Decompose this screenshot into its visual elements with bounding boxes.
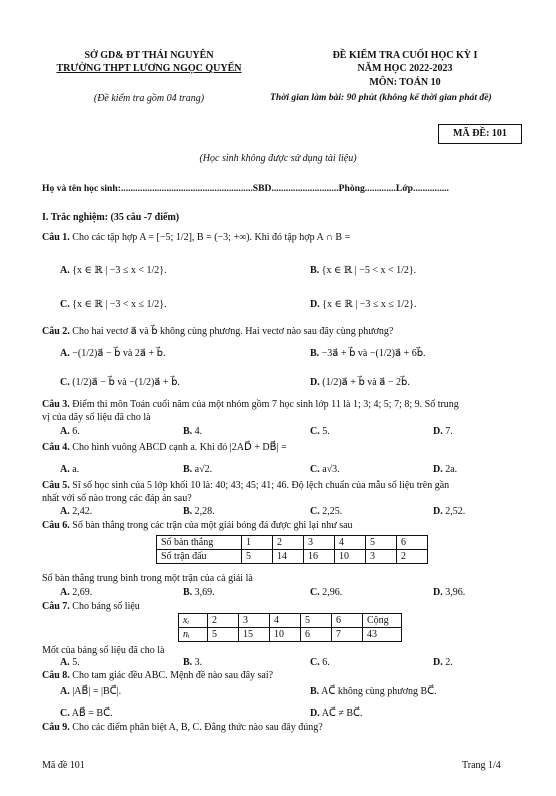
question-text: Số bàn thắng trong các trận của một giải bóng đá được ghi lại như sau xyxy=(72,520,353,531)
option-letter: A. xyxy=(60,506,70,517)
q3-option-a[interactable] xyxy=(60,426,80,438)
school-name: TRƯỜNG THPT LƯƠNG NGỌC QUYẾN xyxy=(56,63,242,74)
table-cell: 5 xyxy=(208,628,239,642)
q4-option-d[interactable] xyxy=(433,464,457,476)
q8-option-d[interactable] xyxy=(310,708,363,720)
question-number: Câu 4. xyxy=(42,442,70,453)
question-text: Cho các điểm phân biệt A, B, C. Đẳng thức nào sau đây đúng? xyxy=(72,722,323,733)
option-text: 4. xyxy=(194,426,203,437)
q7-option-d[interactable] xyxy=(433,657,453,669)
table-cell: 14 xyxy=(273,550,304,564)
frequency-table xyxy=(178,613,402,642)
option-text: 6. xyxy=(72,426,80,437)
pages-note: (Đề kiểm tra gồm 04 trang) xyxy=(93,93,205,104)
table-row xyxy=(179,628,402,642)
question-1 xyxy=(42,232,350,244)
option-letter: D. xyxy=(433,506,443,517)
subject: MÔN: TOÁN 10 xyxy=(369,77,441,88)
question-text: Sĩ số học sinh của 5 lớp khối 10 là: 40; 43; 45; 41; 46. Độ lệch chuẩn của mẫu số liệu trên gần xyxy=(72,480,450,491)
table-cell: xᵢ xyxy=(179,614,208,628)
school-year: NĂM HỌC 2022-2023 xyxy=(357,63,453,74)
table-cell: 3 xyxy=(239,614,270,628)
option-letter: D. xyxy=(433,657,443,668)
option-letter: A. xyxy=(60,348,70,359)
question-6 xyxy=(42,520,353,532)
table-cell: nᵢ xyxy=(179,628,208,642)
table-cell: 2 xyxy=(273,536,304,550)
q6-option-d[interactable] xyxy=(433,587,465,599)
option-letter: C. xyxy=(310,464,320,475)
q2-option-b[interactable] xyxy=(310,348,426,360)
q5-option-b[interactable] xyxy=(183,506,215,518)
option-text: 2,69. xyxy=(72,587,93,598)
question-5 xyxy=(42,480,449,492)
table-cell: 6 xyxy=(301,628,332,642)
question-number: Câu 6. xyxy=(42,520,70,531)
q5-option-d[interactable] xyxy=(433,506,465,518)
question-number: Câu 1. xyxy=(42,232,70,243)
q2-option-a[interactable] xyxy=(60,348,165,360)
q8-option-b[interactable] xyxy=(310,686,437,698)
table-cell: 1 xyxy=(242,536,273,550)
q4-option-c[interactable] xyxy=(310,464,340,476)
q1-option-c[interactable] xyxy=(60,299,167,311)
question-2 xyxy=(42,326,393,338)
table-cell: Số trận đấu xyxy=(157,550,242,564)
option-letter: A. xyxy=(60,426,70,437)
option-letter: C. xyxy=(60,299,70,310)
option-text: {x ∈ ℝ | −5 < x < 1/2}. xyxy=(321,265,417,276)
q6-option-b[interactable] xyxy=(183,587,215,599)
table-cell: 10 xyxy=(270,628,301,642)
q7-option-b[interactable] xyxy=(183,657,202,669)
option-letter: B. xyxy=(183,426,193,437)
table-cell: 6 xyxy=(397,536,428,550)
goals-table xyxy=(156,535,428,564)
q1-option-a[interactable] xyxy=(60,265,167,277)
question-text: Cho hai vectơ a⃗ và b⃗ không cùng phương. Hai vectơ nào sau đây cùng phương? xyxy=(72,326,394,337)
table-row xyxy=(157,536,428,550)
q5-option-c[interactable] xyxy=(310,506,342,518)
q7-option-a[interactable] xyxy=(60,657,80,669)
option-text: 2. xyxy=(445,657,453,668)
option-letter: B. xyxy=(310,686,320,697)
option-letter: B. xyxy=(183,587,193,598)
option-text: (1/2)a⃗ + b⃗ và a⃗ − 2b⃗. xyxy=(322,377,410,388)
question-text: Cho các tập hợp A = [−5; 1/2], B = (−3; +∞). Khi đó tập hợp A ∩ B = xyxy=(72,232,351,243)
option-text: 6. xyxy=(322,657,330,668)
q3-option-d[interactable] xyxy=(433,426,453,438)
option-text: 2,28. xyxy=(194,506,215,517)
question-number: Câu 8. xyxy=(42,670,70,681)
q2-option-c[interactable] xyxy=(60,377,180,389)
option-letter: B. xyxy=(310,348,320,359)
exam-code: MÃ ĐỀ: 101 xyxy=(453,128,507,139)
option-text: a√2. xyxy=(194,464,213,475)
option-letter: A. xyxy=(60,265,70,276)
q6-option-a[interactable] xyxy=(60,587,92,599)
table-cell: Cộng xyxy=(363,614,402,628)
q8-option-c[interactable] xyxy=(60,708,113,720)
option-text: 2,42. xyxy=(72,506,93,517)
option-letter: C. xyxy=(60,377,70,388)
option-letter: D. xyxy=(310,708,320,719)
question-text: Cho hình vuông ABCD cạnh a. Khi đó |2AD⃗ + DB⃗| = xyxy=(72,442,287,453)
option-letter: B. xyxy=(183,464,193,475)
option-letter: B. xyxy=(310,265,320,276)
question-8 xyxy=(42,670,273,682)
q3-option-c[interactable] xyxy=(310,426,330,438)
table-cell: 2 xyxy=(208,614,239,628)
option-letter: B. xyxy=(183,657,193,668)
option-letter: C. xyxy=(310,426,320,437)
question-number: Câu 9. xyxy=(42,722,70,733)
table-cell: 4 xyxy=(335,536,366,550)
question-6-after: Số bàn thắng trung bình trong một trận của cả giải là xyxy=(42,573,253,584)
table-cell: 3 xyxy=(304,536,335,550)
table-cell: 10 xyxy=(335,550,366,564)
question-5-line-2: nhất với số nào trong các đáp án sau? xyxy=(42,493,192,504)
option-letter: A. xyxy=(60,587,70,598)
q7-option-c[interactable] xyxy=(310,657,330,669)
exam-time: Thời gian làm bài: 90 phút (không kể thời gian phát đề) xyxy=(270,92,492,103)
question-9 xyxy=(42,722,323,734)
option-text: |AB⃗| = |BC⃗|. xyxy=(72,686,122,697)
question-text: Cho bảng số liệu xyxy=(72,601,140,612)
option-text: 2,25. xyxy=(322,506,343,517)
q5-option-a[interactable] xyxy=(60,506,92,518)
option-letter: A. xyxy=(60,464,70,475)
question-4 xyxy=(42,442,287,454)
option-text: 3,96. xyxy=(445,587,466,598)
q8-option-a[interactable] xyxy=(60,686,121,698)
option-letter: D. xyxy=(310,377,320,388)
option-text: 5. xyxy=(72,657,80,668)
footer-code: Mã đề 101 xyxy=(42,760,85,771)
table-cell: 4 xyxy=(270,614,301,628)
q6-option-c[interactable] xyxy=(310,587,342,599)
option-text: AC⃗ không cùng phương BC⃗. xyxy=(321,686,437,697)
question-3 xyxy=(42,399,459,411)
option-letter: C. xyxy=(310,657,320,668)
option-text: 3,69. xyxy=(194,587,215,598)
option-letter: A. xyxy=(60,657,70,668)
q1-option-b[interactable] xyxy=(310,265,416,277)
table-cell: 15 xyxy=(239,628,270,642)
option-text: 2,96. xyxy=(322,587,343,598)
notice: (Học sinh không được sử dụng tài liệu) xyxy=(199,153,357,164)
option-text: (1/2)a⃗ − b⃗ và −(1/2)a⃗ + b⃗. xyxy=(72,377,180,388)
option-text: {x ∈ ℝ | −3 ≤ x < 1/2}. xyxy=(72,265,167,276)
table-cell: 3 xyxy=(366,550,397,564)
option-text: −(1/2)a⃗ − b⃗ và 2a⃗ + b⃗. xyxy=(72,348,166,359)
option-text: AB⃗ = BC⃗. xyxy=(71,708,113,719)
q1-option-d[interactable] xyxy=(310,299,416,311)
table-cell: Số bàn thắng xyxy=(157,536,242,550)
table-cell: 2 xyxy=(397,550,428,564)
section-title: I. Trắc nghiệm: (35 câu -7 điểm) xyxy=(42,212,180,223)
dept-name: SỞ GD& ĐT THÁI NGUYÊN xyxy=(84,50,214,61)
table-cell: 5 xyxy=(366,536,397,550)
table-cell: 5 xyxy=(301,614,332,628)
table-cell: 43 xyxy=(363,628,402,642)
table-cell: 7 xyxy=(332,628,363,642)
option-text: −3a⃗ + b⃗ và −(1/2)a⃗ + 6b⃗. xyxy=(321,348,426,359)
option-text: AC⃗ ≠ BC⃗. xyxy=(321,708,363,719)
table-row xyxy=(157,550,428,564)
question-7-after: Mốt của bảng số liệu đã cho là xyxy=(42,645,165,656)
option-text: 2,52. xyxy=(445,506,466,517)
option-text: {x ∈ ℝ | −3 ≤ x ≤ 1/2}. xyxy=(322,299,417,310)
option-letter: D. xyxy=(433,464,443,475)
q3-option-b[interactable] xyxy=(183,426,202,438)
option-letter: C. xyxy=(60,708,70,719)
option-letter: D. xyxy=(310,299,320,310)
page-number: Trang 1/4 xyxy=(462,760,501,771)
table-cell: 5 xyxy=(242,550,273,564)
exam-code-box xyxy=(438,124,522,144)
question-text: Điểm thi môn Toán cuối năm của một nhóm gồm 7 học sinh lớp 11 là 1; 3; 4; 5; 7; 8; 9. Số trung xyxy=(72,399,459,410)
question-3-line-2: vị của dãy số liệu đã cho là xyxy=(42,412,151,423)
option-text: a. xyxy=(72,464,80,475)
table-row xyxy=(179,614,402,628)
option-text: 5. xyxy=(322,426,330,437)
option-letter: D. xyxy=(433,587,443,598)
question-text: Cho tam giác đều ABC. Mệnh đề nào sau đây sai? xyxy=(72,670,274,681)
option-text: {x ∈ ℝ | −3 < x ≤ 1/2}. xyxy=(72,299,167,310)
option-letter: C. xyxy=(310,587,320,598)
option-text: a√3. xyxy=(322,464,340,475)
question-number: Câu 3. xyxy=(42,399,70,410)
question-number: Câu 5. xyxy=(42,480,70,491)
student-info-line: Họ và tên học sinh:.......................................................SBD............................Phòng.............Lớp............... xyxy=(42,183,449,194)
question-number: Câu 2. xyxy=(42,326,70,337)
option-letter: C. xyxy=(310,506,320,517)
question-7 xyxy=(42,601,140,613)
option-text: 7. xyxy=(445,426,453,437)
q2-option-d[interactable] xyxy=(310,377,410,389)
option-letter: B. xyxy=(183,506,193,517)
table-cell: 6 xyxy=(332,614,363,628)
q4-option-b[interactable] xyxy=(183,464,212,476)
option-text: 3. xyxy=(194,657,203,668)
option-letter: A. xyxy=(60,686,70,697)
question-number: Câu 7. xyxy=(42,601,70,612)
option-text: 2a. xyxy=(445,464,458,475)
option-letter: D. xyxy=(433,426,443,437)
q4-option-a[interactable] xyxy=(60,464,79,476)
exam-title: ĐỀ KIỂM TRA CUỐI HỌC KỲ I xyxy=(332,50,478,61)
table-cell: 16 xyxy=(304,550,335,564)
